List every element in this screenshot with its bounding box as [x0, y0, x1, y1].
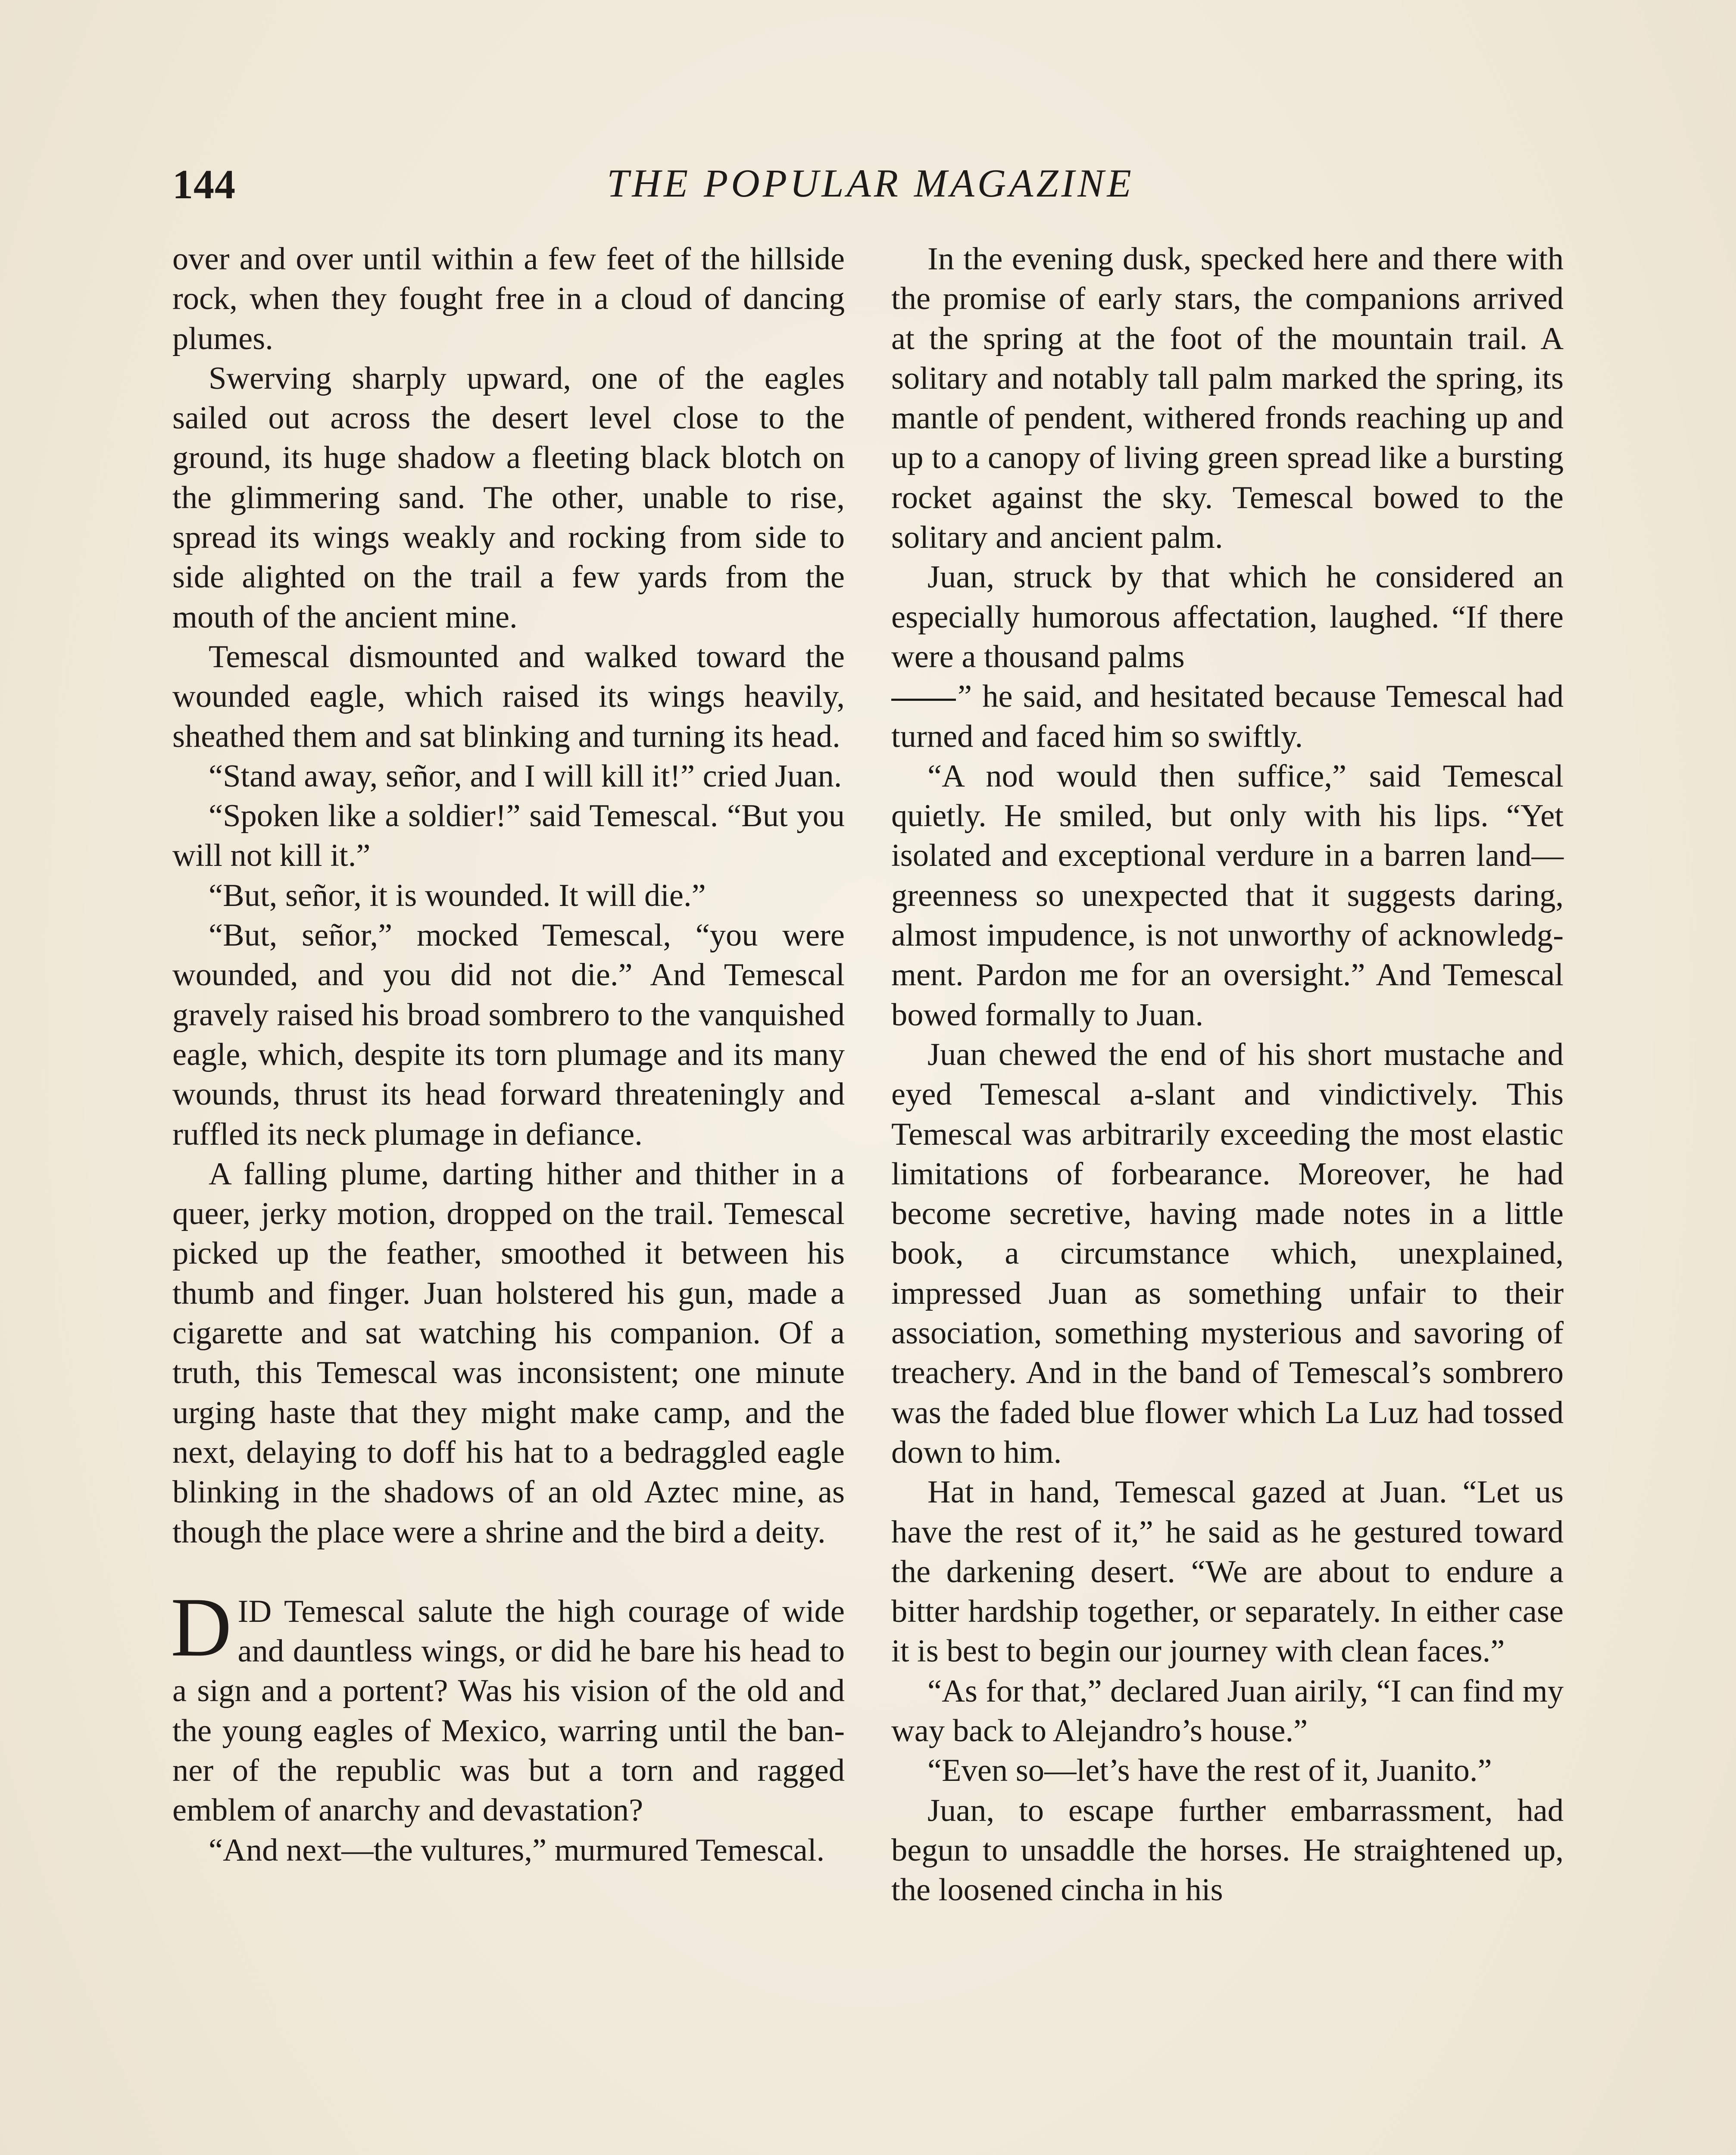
paragraph: “But, señor, it is wounded. It will die.” [209, 878, 706, 913]
paragraph: “Stand away, señor, and I will kill it!” cried Juan. [209, 758, 842, 794]
paragraph-continuation [891, 677, 1564, 756]
page-number: 144 [172, 161, 236, 207]
paragraph: “But, señor,” mocked Temescal, “you were wounded, and you did not die.” And Temescal gravely raised his broad sombrero to the vanquished eagle, which, despite its torn plumage and its many wounds, thrust its head forward threateningly and ruffled its neck plumage in defiance. [172, 918, 845, 1152]
left-column [172, 239, 845, 1870]
em-dash-rule [891, 699, 956, 701]
paragraph: A falling plume, darting hither and thither in a queer, jerky motion, dropped on the trail. Temescal picked up the feather, smoothed it between his thumb and finger. Juan holstered his gun, made a cigarette and sat watching his companion. Of a truth, this Temescal was inconsistent; one minute urging haste that they might make camp, and the next, delaying to doff his hat to a bedraggled eagle blinking in the shadows of an old Aztec mine, as though the place were a shrine and the bird a deity. [172, 1156, 845, 1550]
section-opening-text: ID Temescal salute the high courage of wide and dauntless wings, or did he bare his head to a sign and a portent? Was his vision of the old and the young eagles of Mexico, warring until the banner of the republic was but a torn and ragged emblem of anarchy and devastation? [172, 1593, 845, 1828]
paragraph: In the evening dusk, specked here and there with the promise of early stars, the companions arrived at the spring at the foot of the mountain trail. A solitary and notably tall palm marked the spring, its mantle of pendent, withered fronds reaching up and up to a canopy of living green spread like a bursting rocket against the sky. Temescal bowed to the solitary and ancient palm. [891, 241, 1564, 556]
running-head [172, 160, 1569, 221]
paragraph: over and over until within a few feet of the hillside rock, when they fought free in a cloud of dancing plumes. [172, 241, 845, 356]
paragraph: “And next—the vultures,” murmured Temescal. [209, 1832, 825, 1868]
paragraph: Swerving sharply upward, one of the eagles sailed out across the desert level close to the ground, its huge shadow a fleeting black blotch on the glimmering sand. The other, unable to rise, spread its wings weakly and rocking from side to side alighted on the trail a few yards from the mouth of the ancient mine. [172, 360, 845, 635]
continuation-text: ” he said, and hesitated because Temescal had turned and faced him so swiftly. [891, 679, 1564, 754]
paragraph: Temescal dismounted and walked toward the wounded eagle, which raised its wings heavily, sheathed them and sat blinking and turning its head. [172, 639, 845, 754]
paragraph: Juan chewed the end of his short mustache and eyed Temescal a-slant and vindictively. This Temescal was arbitrarily exceeding the most elastic limitations of forbearance. Moreover, he had become secretive, having made notes in a little book, a circumstance which, unexplained, impressed Juan as something unfair to their association, something mysterious and savoring of treachery. And in the band of Temescal’s sombrero was the faded blue flower which La Luz had tossed down to him. [891, 1037, 1564, 1470]
paragraph: “Even so—let’s have the rest of it, Juanito.” [927, 1753, 1492, 1789]
paragraph: “A nod would then suffice,” said Temescal quietly. He smiled, but only with his lips. “Yet isolated and exceptional verdure in a barren land—greenness so unexpected that it suggests daring, almost impudence, is not unworthy of acknowledgment. Pardon me for an oversight.” And Temescal bowed formally to Juan. [891, 758, 1564, 1033]
right-column [891, 239, 1564, 1910]
section-opening-paragraph [171, 1580, 845, 1830]
paragraph: Hat in hand, Temescal gazed at Juan. “Let us have the rest of it,” he said as he gestured toward the darkening desert. “We are about to endure a bitter hardship together, or separately. In either case it is best to begin our journey with clean faces.” [891, 1474, 1564, 1669]
magazine-title: THE POPULAR MAGAZINE [607, 161, 1134, 205]
paragraph: “Spoken like a soldier!” said Temescal. “But you will not kill it.” [172, 798, 845, 874]
drop-cap: D [171, 1580, 232, 1674]
paragraph: Juan, to escape further embarrassment, had begun to unsaddle the horses. He straightened up, the loosened cincha in his [891, 1793, 1564, 1908]
paragraph: Juan, struck by that which he considered an especially humorous affectation, laughed. “If there were a thousand palms [891, 559, 1564, 675]
paragraph: “As for that,” declared Juan airily, “I can find my way back to Alejandro’s house.” [891, 1673, 1564, 1749]
